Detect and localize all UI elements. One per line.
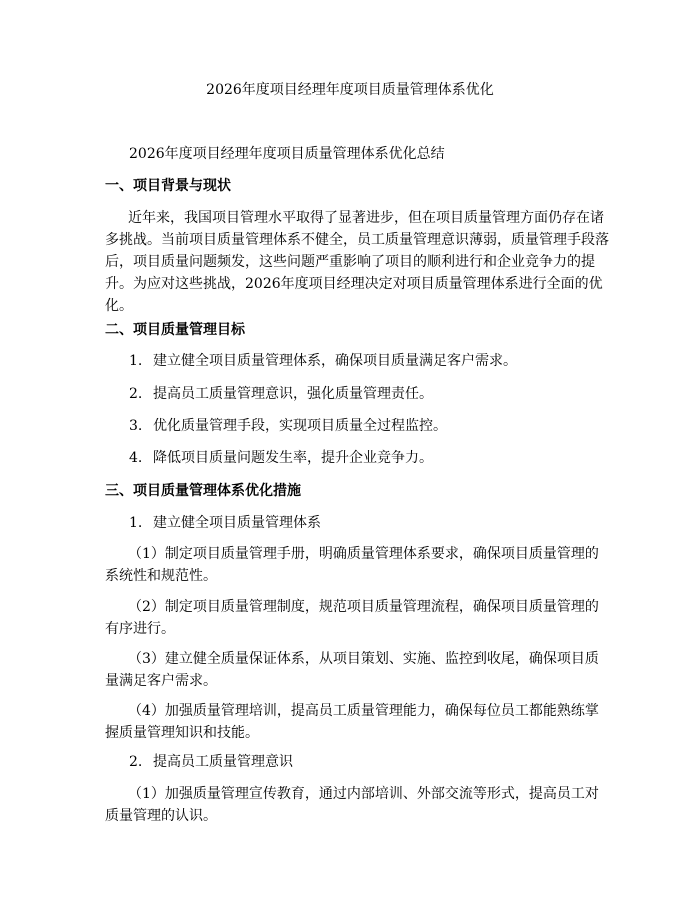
paragraph-line: （3）建立健全质量保证体系，从项目策划、实施、监控到收尾，确保项目质 bbox=[128, 651, 599, 667]
paragraph-line: 后，项目质量问题频发，这些问题严重影响了项目的顺利进行和企业竞争力的提 bbox=[105, 254, 595, 270]
goal-list-item bbox=[129, 448, 433, 468]
section-heading-background: 一、项目背景与现状 bbox=[105, 178, 231, 194]
paragraph-line: 握质量管理知识和技能。 bbox=[105, 725, 259, 741]
paragraph-line: 化。 bbox=[105, 298, 133, 314]
paragraph-line: 有序进行。 bbox=[105, 621, 175, 637]
list-number: 3. bbox=[129, 418, 143, 434]
goal-list-item bbox=[129, 384, 433, 404]
measure-paragraph bbox=[105, 648, 599, 692]
list-text: 建立健全项目质量管理体系 bbox=[153, 515, 321, 531]
measure-paragraph bbox=[105, 543, 599, 587]
paragraph-line: 质量管理的认识。 bbox=[105, 808, 217, 824]
paragraph-line: 量满足客户需求。 bbox=[105, 673, 217, 689]
paragraph-line: 系统性和规范性。 bbox=[105, 568, 217, 584]
paragraph-line: 升。为应对这些挑战，2026年度项目经理决定对项目质量管理体系进行全面的优 bbox=[105, 276, 603, 292]
list-text: 降低项目质量问题发生率，提升企业竞争力。 bbox=[153, 450, 433, 466]
list-number: 1. bbox=[129, 515, 143, 531]
measure-subheading bbox=[129, 513, 321, 533]
list-text: 建立健全项目质量管理体系，确保项目质量满足客户需求。 bbox=[153, 353, 517, 369]
list-text: 优化质量管理手段，实现项目质量全过程监控。 bbox=[153, 418, 447, 434]
section-heading-measures: 三、项目质量管理体系优化措施 bbox=[105, 483, 301, 499]
document-subtitle: 2026年度项目经理年度项目质量管理体系优化总结 bbox=[129, 146, 445, 162]
paragraph-line: 近年来，我国项目管理水平取得了显著进步，但在项目质量管理方面仍存在诸 bbox=[128, 210, 604, 226]
measure-paragraph bbox=[105, 700, 599, 744]
background-paragraph bbox=[105, 207, 609, 317]
paragraph-line: （1）制定项目质量管理手册，明确质量管理体系要求，确保项目质量管理的 bbox=[128, 546, 599, 562]
paragraph-line: （1）加强质量管理宣传教育，通过内部培训、外部交流等形式，提高员工对 bbox=[128, 786, 599, 802]
list-text: 提高员工质量管理意识，强化质量管理责任。 bbox=[153, 386, 433, 402]
measure-subheading bbox=[129, 752, 293, 772]
paragraph-line: （2）制定项目质量管理制度，规范项目质量管理流程，确保项目质量管理的 bbox=[128, 599, 599, 615]
goal-list-item bbox=[129, 416, 447, 436]
document-title: 2026年度项目经理年度项目质量管理体系优化 bbox=[206, 82, 494, 98]
measure-paragraph bbox=[105, 783, 599, 827]
list-number: 2. bbox=[129, 386, 143, 402]
measure-paragraph bbox=[105, 596, 599, 640]
list-number: 4. bbox=[129, 450, 143, 466]
list-number: 1. bbox=[129, 353, 143, 369]
list-number: 2. bbox=[129, 754, 143, 770]
goal-list-item bbox=[129, 351, 517, 371]
paragraph-line: 多挑战。当前项目质量管理体系不健全，员工质量管理意识薄弱，质量管理手段落 bbox=[105, 232, 609, 248]
paragraph-line: （4）加强质量管理培训，提高员工质量管理能力，确保每位员工都能熟练掌 bbox=[128, 703, 599, 719]
section-heading-goals: 二、项目质量管理目标 bbox=[105, 322, 245, 338]
list-text: 提高员工质量管理意识 bbox=[153, 754, 293, 770]
